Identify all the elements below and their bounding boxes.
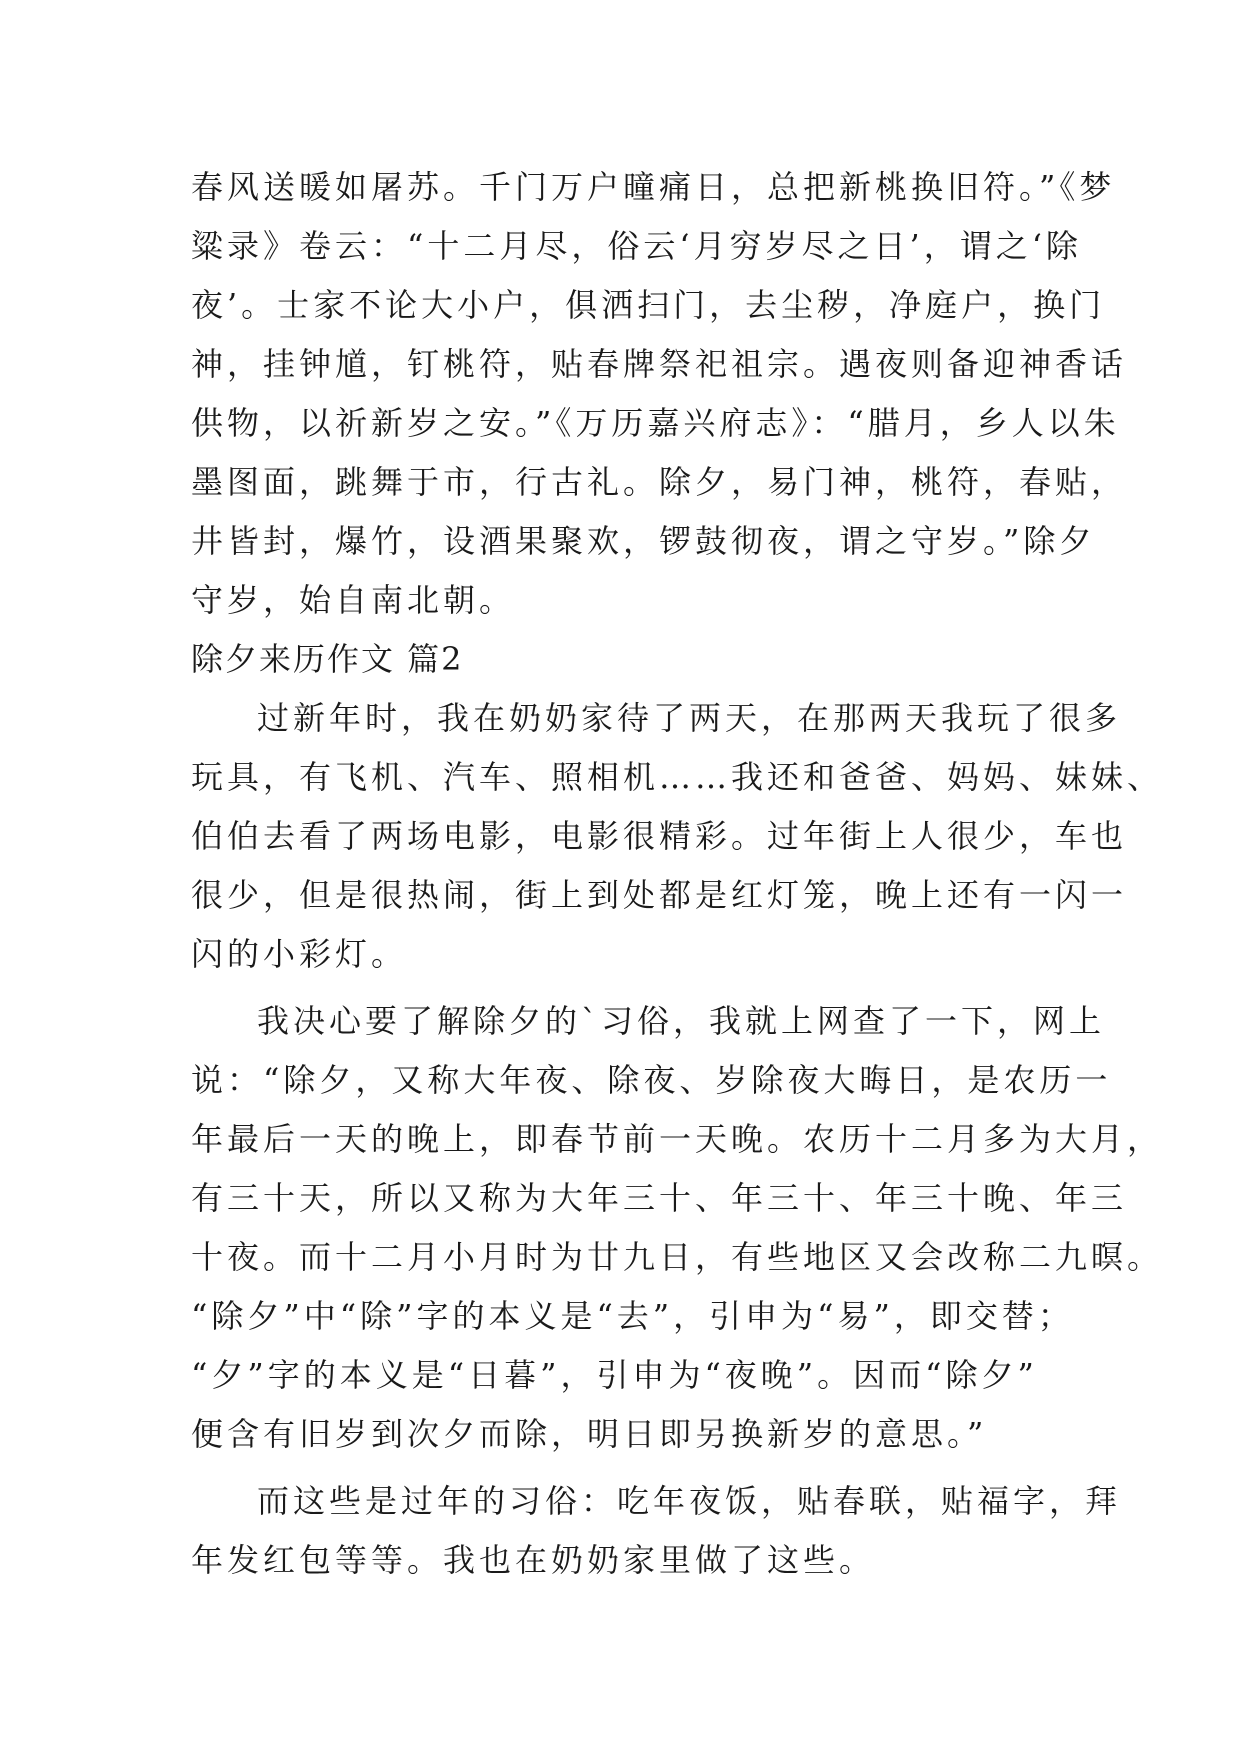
text-line: 伯伯去看了两场电影，电影很精彩。过年街上人很少，车也 <box>191 817 1128 855</box>
paragraph-block-3 <box>191 992 1164 1464</box>
text-line: 年发红包等等。我也在奶奶家里做了这些。 <box>191 1541 876 1579</box>
text-line: “夕”字的本义是“日暮”，引申为“夜晚”。因而“除夕” <box>191 1356 1038 1394</box>
text-line: 墨图面，跳舞于市，行古礼。除夕，易门神，桃符，春贴， <box>191 463 1128 501</box>
paragraph-block-1 <box>191 158 1128 630</box>
text-line: 神，挂钟馗，钉桃符，贴春牌祭祀祖宗。遇夜则备迎神香话 <box>191 345 1128 383</box>
text-line: 便含有旧岁到次夕而除，明日即另换新岁的意思。” <box>191 1415 988 1453</box>
text-line: “除夕”中“除”字的本义是“去”，引申为“易”，即交替； <box>191 1297 1074 1335</box>
text-line: 粱录》卷云：“十二月尽，俗云‘月穷岁尽之日’，谓之‘除 <box>191 227 1082 265</box>
text-line: 过新年时，我在奶奶家待了两天，在那两天我玩了很多 <box>257 699 1122 737</box>
text-line: 玩具，有飞机、汽车、照相机……我还和爸爸、妈妈、妹妹、 <box>191 758 1164 796</box>
section-heading: 除夕来历作文 篇2 <box>191 640 464 678</box>
paragraph-block-2 <box>191 689 1164 984</box>
text-line: 十夜。而十二月小月时为廿九日，有些地区又会改称二九暝。 <box>191 1238 1164 1276</box>
text-line: 而这些是过年的习俗：吃年夜饭，贴春联，贴福字，拜 <box>257 1482 1122 1520</box>
text-line: 守岁，始自南北朝。 <box>191 581 516 619</box>
text-line: 很少，但是很热闹，街上到处都是红灯笼，晚上还有一闪一 <box>191 876 1128 914</box>
paragraph-block-4 <box>191 1472 1122 1590</box>
document-page <box>191 158 1164 1590</box>
text-line: 闪的小彩灯。 <box>191 935 408 973</box>
text-line: 我决心要了解除夕的`习俗，我就上网查了一下，网上 <box>257 1002 1106 1040</box>
text-line: 年最后一天的晚上，即春节前一天晚。农历十二月多为大月， <box>191 1120 1164 1158</box>
text-line: 有三十天，所以又称为大年三十、年三十、年三十晚、年三 <box>191 1179 1128 1217</box>
text-line: 说：“除夕，又称大年夜、除夜、岁除夜大晦日，是农历一 <box>191 1061 1112 1099</box>
text-line: 井皆封，爆竹，设酒果聚欢，锣鼓彻夜，谓之守岁。”除夕 <box>191 522 1096 560</box>
text-line: 供物，以祈新岁之安。”《万历嘉兴府志》：“腊月，乡人以朱 <box>191 404 1120 442</box>
text-line: 夜’。士家不论大小户，俱洒扫门，去尘秽，净庭户，换门 <box>191 286 1106 324</box>
text-line: 春风送暖如屠苏。千门万户曈痛日，总把新桃换旧符。”《梦 <box>191 168 1116 206</box>
